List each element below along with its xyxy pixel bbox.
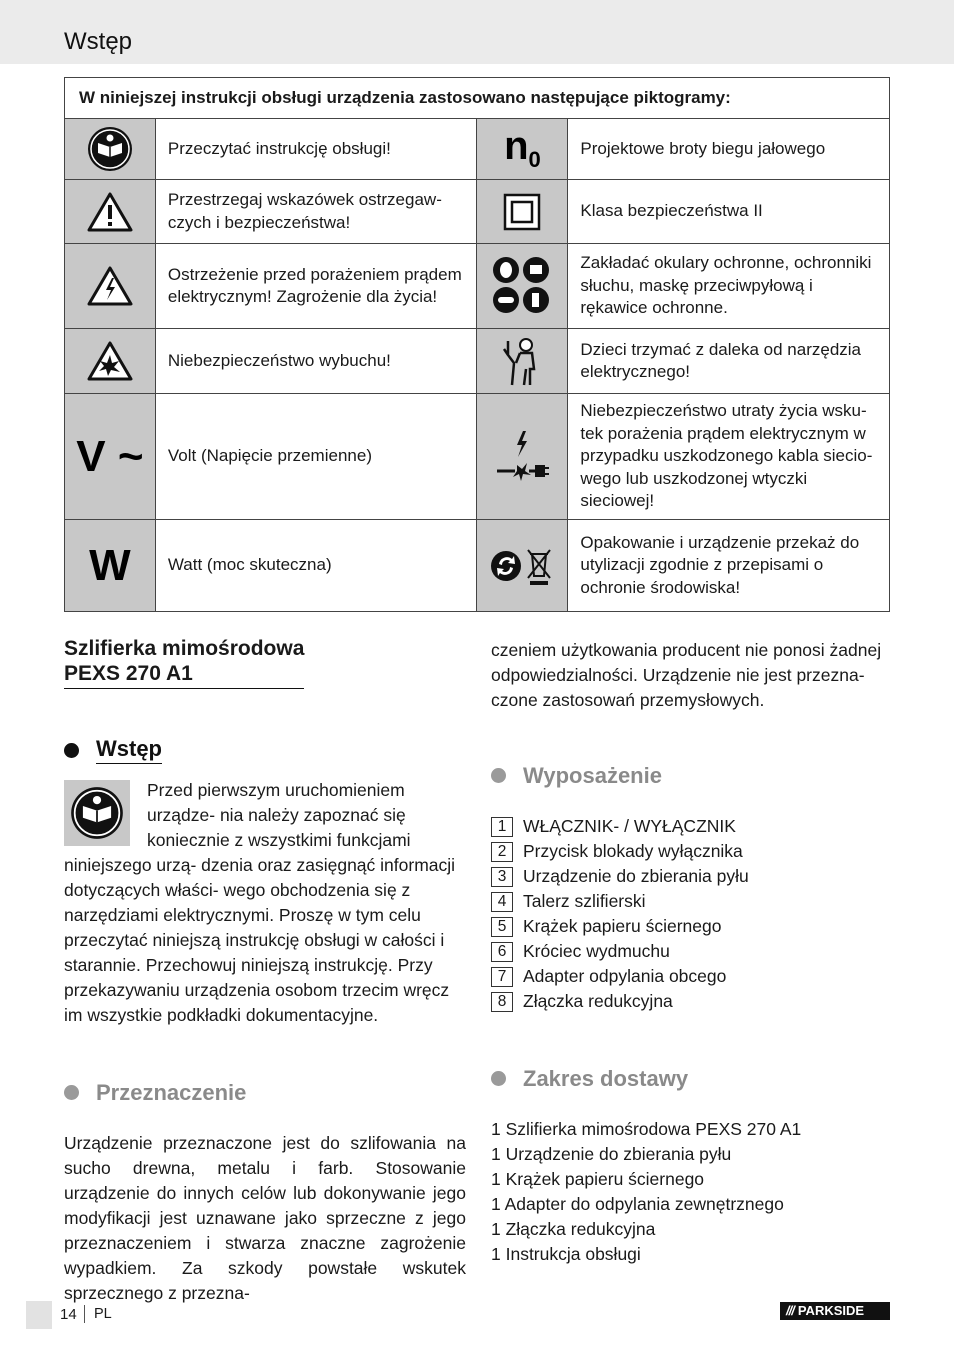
- warning-triangle-icon: [65, 180, 156, 244]
- item-label: Talerz szlifierski: [523, 891, 646, 911]
- read-manual-icon: [65, 119, 156, 180]
- pictogram-text: Klasa bezpieczeństwa II: [568, 180, 890, 244]
- item-label: Króciec wydmuchu: [523, 941, 670, 961]
- list-item: 1 Krążek papieru ściernego: [491, 1169, 705, 1189]
- product-title-line1: Szlifierka mimośrodowa: [64, 637, 305, 660]
- protection-class-ii-icon: [477, 180, 568, 244]
- purpose-text-continuation: czeniem użytkowania producent nie ponosi żadnej odpowiedzialności. Urządzenie nie jest przezna- czone zastosowań przemysłowych.: [491, 640, 882, 710]
- page-title: Wstęp: [64, 28, 133, 55]
- item-label: Złączka redukcyjna: [523, 991, 673, 1011]
- language-code: PL: [94, 1306, 112, 1322]
- list-item: 1 Instrukcja obsługi: [491, 1244, 641, 1264]
- item-label: Adapter odpylania obcego: [523, 966, 727, 986]
- list-item: [491, 839, 891, 864]
- item-number: 6: [491, 942, 513, 962]
- section-heading-equipment: [491, 763, 891, 788]
- footer-marker: [26, 1301, 52, 1329]
- list-item: [491, 989, 891, 1014]
- item-label: Krążek papieru ściernego: [523, 916, 722, 936]
- electric-shock-warning-icon: [65, 244, 156, 329]
- list-item: [491, 889, 891, 914]
- read-manual-icon: [64, 780, 130, 846]
- item-number: 5: [491, 917, 513, 937]
- item-label: WŁĄCZNIK- / WYŁĄCZNIK: [523, 816, 736, 836]
- section-heading-label: Przeznaczenie: [96, 1080, 247, 1105]
- keep-children-away-icon: [477, 329, 568, 394]
- item-number: 3: [491, 867, 513, 887]
- recycling-disposal-icon: [477, 520, 568, 612]
- n0-symbol-main: n: [504, 123, 529, 168]
- bullet-dot-icon: [64, 743, 79, 758]
- product-title: [64, 636, 304, 689]
- section-heading-intro: [64, 736, 466, 764]
- delivery-list: [491, 1117, 891, 1267]
- section-heading-purpose: [64, 1080, 466, 1105]
- item-label: Przycisk blokady wyłącznika: [523, 841, 743, 861]
- ppe-icons: [477, 244, 568, 329]
- section-heading-delivery: [491, 1066, 891, 1091]
- footer-divider: [84, 1305, 85, 1323]
- pictogram-text: Dzieci trzymać z daleka od narzędzia elektrycznego!: [568, 329, 890, 394]
- pictogram-row: [65, 180, 890, 244]
- right-column: [491, 638, 891, 1267]
- pictogram-row: [65, 520, 890, 612]
- purpose-text: Urządzenie przeznaczone jest do szlifowania na sucho drewna, metalu i farb. Stosowanie urządzenie do innych celów lub dokonywanie jego modyfikacji jest uznawane jako sprzeczne z jego przeznaczeniem i stwarza znaczne zagrożenie wypadkiem. Za szkody powstałe wskutek sprzecznego z przezna-: [64, 1133, 466, 1303]
- damaged-cable-icon: [477, 394, 568, 520]
- pictogram-row: [65, 394, 890, 520]
- n0-symbol-sub: 0: [528, 146, 541, 172]
- brand-slashes: ///: [786, 1303, 794, 1318]
- product-title-line2: PEXS 270 A1: [64, 662, 193, 685]
- section-heading-label: Wstęp: [96, 736, 162, 764]
- item-number: 8: [491, 992, 513, 1012]
- item-label: Urządzenie do zbierania pyłu: [523, 866, 749, 886]
- pictogram-text: Watt (moc skuteczna): [155, 520, 477, 612]
- section-heading-label: Wyposażenie: [523, 763, 662, 788]
- volt-ac-symbol: V ~: [65, 394, 156, 520]
- pictogram-text: Ostrzeżenie przed porażeniem prądem elektrycznym! Zagrożenie dla życia!: [155, 244, 477, 329]
- item-number: 7: [491, 967, 513, 987]
- list-item: [491, 964, 891, 989]
- list-item: [491, 814, 891, 839]
- pictogram-row: [65, 119, 890, 180]
- list-item: 1 Złączka redukcyjna: [491, 1219, 656, 1239]
- left-column: [64, 636, 466, 1306]
- pictogram-text: Niebezpieczeństwo wybuchu!: [155, 329, 477, 394]
- list-item: [491, 914, 891, 939]
- header-band: [0, 0, 954, 64]
- watt-symbol: W: [65, 520, 156, 612]
- item-number: 4: [491, 892, 513, 912]
- pictogram-row: [65, 244, 890, 329]
- pictogram-text: Projektowe broty biegu jałowego: [568, 119, 890, 180]
- section-heading-label: Zakres dostawy: [523, 1066, 689, 1091]
- pictogram-row: [65, 329, 890, 394]
- pictogram-text: Niebezpieczeństwo utraty życia wsku- tek porażenia prądem elektrycznym w przypadku uszkodzonego kabla siecio- wego lub uszkodzonej wtyczki sieciowej!: [568, 394, 890, 520]
- pictogram-text: Opakowanie i urządzenie przekaż do utylizacji zgodnie z przepisami o ochronie środowiska!: [568, 520, 890, 612]
- page-number: 14: [60, 1306, 77, 1323]
- item-number: 2: [491, 842, 513, 862]
- bullet-dot-icon: [64, 1085, 79, 1100]
- bullet-dot-icon: [491, 768, 506, 783]
- n0-symbol: [477, 119, 568, 180]
- pictogram-text: Volt (Napięcie przemienne): [155, 394, 477, 520]
- bullet-dot-icon: [491, 1071, 506, 1086]
- list-item: [491, 939, 891, 964]
- list-item: 1 Szlifierka mimośrodowa PEXS 270 A1: [491, 1119, 802, 1139]
- equipment-list: [491, 814, 891, 1014]
- list-item: 1 Adapter do odpylania zewnętrznego: [491, 1194, 784, 1214]
- list-item: 1 Urządzenie do zbierania pyłu: [491, 1144, 732, 1164]
- brand-logo: [780, 1302, 890, 1320]
- pictogram-text: Przestrzegaj wskazówek ostrzegaw- czych i bezpieczeństwa!: [155, 180, 477, 244]
- item-number: 1: [491, 817, 513, 837]
- intro-paragraph: [64, 778, 466, 1028]
- brand-name: PARKSIDE: [797, 1303, 865, 1318]
- intro-text: Przed pierwszym uruchomieniem urządze- nia należy zapoznać się koniecznie z wszystkimi funkcjami niniejszego urzą- dzenia oraz zasięgnąć informacji dotyczących właści- wego obchodzenia się z narzędziami elektrycznymi. Proszę w tym celu przeczytać niniejszą instrukcję obsługi w całości i starannie. Przechowuj niniejszą instrukcję. Przy przekazywaniu urządzenia osobom trzecim wręcz im wszystkie podkładki dokumentacyjne.: [64, 780, 456, 1025]
- pictogram-text: Przeczytać instrukcję obsługi!: [155, 119, 477, 180]
- pictogram-text: Zakładać okulary ochronne, ochronniki słuchu, maskę przeciwpyłową i rękawice ochronne.: [568, 244, 890, 329]
- pictogram-table: [64, 77, 890, 612]
- explosion-warning-icon: [65, 329, 156, 394]
- list-item: [491, 864, 891, 889]
- pictogram-caption: W niniejszej instrukcji obsługi urządzenia zastosowano następujące piktogramy:: [65, 78, 890, 119]
